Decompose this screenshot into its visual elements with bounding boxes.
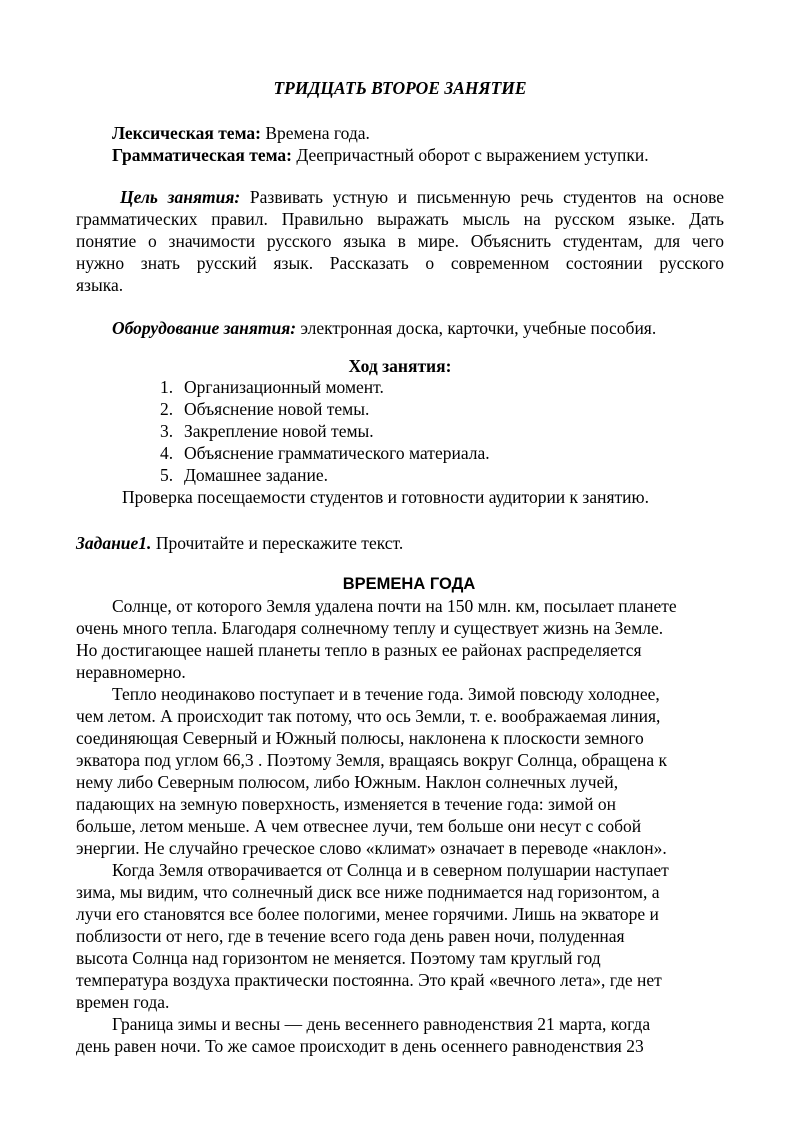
text-line: Тепло неодинаково поступает и в течение года. Зимой повсюду холоднее,	[112, 684, 660, 704]
equipment-label: Оборудование занятия:	[112, 318, 297, 338]
goal-line: нужно знать русский язык. Рассказать о современном состоянии русского	[76, 253, 724, 273]
text-line: Когда Земля отворачивается от Солнца и в северном полушарии наступает	[112, 860, 669, 880]
grammar-topic	[112, 144, 649, 166]
attendance-note: Проверка посещаемости студентов и готовности аудитории к занятию.	[122, 487, 649, 507]
task-1-label: Задание1.	[76, 533, 152, 553]
procedure-step: 2. Объяснение новой темы.	[160, 399, 370, 419]
procedure-step: 5. Домашнее задание.	[160, 465, 329, 485]
lesson-goal	[76, 186, 724, 296]
lexical-topic-value: Времена года.	[260, 123, 370, 143]
text-line: нему либо Северным полюсом, либо Южным. Наклон солнечных лучей,	[76, 772, 619, 792]
grammar-topic-label: Грамматическая тема:	[112, 145, 292, 165]
text-line: падающих на земную поверхность, изменяется в течение года: зимой он	[76, 794, 616, 814]
text-line: поблизости от него, где в течение всего года день равен ночи, полуденная	[76, 926, 625, 946]
goal-line: грамматических правил. Правильно выражать мысль на русском языке. Дать	[76, 209, 724, 229]
text-line: энергии. Не случайно греческое слово «климат» означает в переводе «наклон».	[76, 838, 667, 858]
text-line: Солнце, от которого Земля удалена почти на 150 млн. км, посылает планете	[112, 596, 677, 616]
lesson-equipment	[112, 317, 656, 339]
text-title: ВРЕМЕНА ГОДА	[342, 575, 476, 593]
text-line: времен года.	[76, 992, 170, 1012]
lesson-title: ТРИДЦАТЬ ВТОРОЕ ЗАНЯТИЕ	[273, 78, 527, 98]
goal-line	[76, 186, 724, 208]
lexical-topic	[112, 122, 370, 144]
text-line: больше, летом меньше. А чем отвеснее лучи, тем больше они несут с собой	[76, 816, 642, 836]
reading-text	[76, 595, 726, 1057]
task-1	[76, 532, 403, 554]
text-line: день равен ночи. То же самое происходит в день осеннего равноденствия 23	[76, 1036, 644, 1056]
text-line: высота Солнца над горизонтом не меняется. Поэтому там круглый год	[76, 948, 601, 968]
text-line: зима, мы видим, что солнечный диск все ниже поднимается над горизонтом, а	[76, 882, 660, 902]
goal-line: языка.	[76, 275, 124, 295]
equipment-value: электронная доска, карточки, учебные пособия.	[296, 318, 657, 338]
lexical-topic-label: Лексическая тема:	[112, 123, 261, 143]
text-line: лучи его становятся все более пологими, менее горячими. Лишь на экваторе и	[76, 904, 659, 924]
goal-line-text: Развивать устную и письменную речь студентов на основе	[240, 187, 725, 207]
text-line: чем летом. А происходит так потому, что ось Земли, т. е. воображаемая линия,	[76, 706, 661, 726]
procedure-step: 3. Закрепление новой темы.	[160, 421, 374, 441]
text-line: экватора под углом 66,3 . Поэтому Земля, вращаясь вокруг Солнца, обращена к	[76, 750, 667, 770]
text-line: соединяющая Северный и Южный полюсы, наклонена к плоскости земного	[76, 728, 644, 748]
text-line: температура воздуха практически постоянна. Это край «вечного лета», где нет	[76, 970, 662, 990]
text-line: неравномерно.	[76, 662, 186, 682]
task-1-instruction: Прочитайте и перескажите текст.	[151, 533, 404, 553]
goal-label: Цель занятия:	[120, 187, 241, 207]
goal-line: понятие о значимости русского языка в мире. Объяснить студентам, для чего	[76, 231, 724, 251]
procedure-title: Ход занятия:	[348, 356, 452, 376]
procedure-step: 1. Организационный момент.	[160, 377, 384, 397]
text-line: очень много тепла. Благодаря солнечному теплу и существует жизнь на Земле.	[76, 618, 664, 638]
grammar-topic-value: Деепричастный оборот с выражением уступки.	[291, 145, 649, 165]
procedure-steps	[160, 376, 490, 486]
text-line: Граница зимы и весны — день весеннего равноденствия 21 марта, когда	[112, 1014, 651, 1034]
procedure-step: 4. Объяснение грамматического материала.	[160, 443, 490, 463]
text-line: Но достигающее нашей планеты тепло в разных ее районах распределяется	[76, 640, 642, 660]
